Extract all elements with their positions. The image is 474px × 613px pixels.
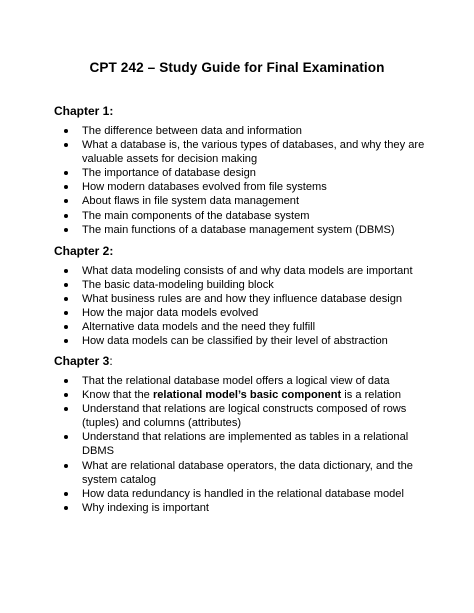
bullet-icon — [64, 269, 68, 273]
list-item: The importance of database design — [54, 166, 434, 180]
chapter-3-heading: Chapter 3: — [54, 354, 113, 368]
bullet-icon — [64, 492, 68, 496]
list-item: How data redundancy is handled in the relational database model — [54, 487, 434, 501]
bullet-icon — [64, 228, 68, 232]
chapter-2-heading: Chapter 2: — [54, 244, 114, 258]
bullet-icon — [64, 171, 68, 175]
bullet-icon — [64, 506, 68, 510]
list-item: What are relational database operators, the data dictionary, and the system catalog — [54, 459, 434, 487]
list-item: How data models can be classified by their level of abstraction — [54, 334, 434, 348]
bullet-icon — [64, 435, 68, 439]
list-item: How modern databases evolved from file systems — [54, 180, 434, 194]
bullet-icon — [64, 297, 68, 301]
bullet-icon — [64, 339, 68, 343]
list-item: What a database is, the various types of databases, and why they are valuable assets for decision making — [54, 138, 434, 166]
chapter-1-heading: Chapter 1: — [54, 104, 114, 118]
bullet-icon — [64, 464, 68, 468]
chapter-2-list — [54, 264, 434, 349]
chapter-1-list — [54, 124, 434, 237]
bullet-icon — [64, 325, 68, 329]
bullet-icon — [64, 214, 68, 218]
list-item: Alternative data models and the need they fulfill — [54, 320, 434, 334]
bullet-icon — [64, 393, 68, 397]
list-item: About flaws in file system data management — [54, 194, 434, 208]
bullet-icon — [64, 379, 68, 383]
bullet-icon — [64, 129, 68, 133]
document-title: CPT 242 – Study Guide for Final Examination — [89, 60, 385, 75]
list-item: Know that the relational model’s basic component is a relation — [54, 388, 434, 402]
bullet-icon — [64, 199, 68, 203]
list-item: Why indexing is important — [54, 501, 434, 515]
list-item: The basic data-modeling building block — [54, 278, 434, 292]
list-item: The main functions of a database management system (DBMS) — [54, 223, 434, 237]
list-item: The difference between data and information — [54, 124, 434, 138]
bullet-icon — [64, 283, 68, 287]
list-item: What business rules are and how they influence database design — [54, 292, 434, 306]
chapter-3-list — [54, 374, 434, 515]
list-item: What data modeling consists of and why data models are important — [54, 264, 434, 278]
list-item: That the relational database model offers a logical view of data — [54, 374, 434, 388]
list-item: Understand that relations are logical constructs composed of rows (tuples) and columns (attributes) — [54, 402, 434, 430]
list-item: How the major data models evolved — [54, 306, 434, 320]
list-item: Understand that relations are implemented as tables in a relational DBMS — [54, 430, 434, 458]
bullet-icon — [64, 407, 68, 411]
list-item: The main components of the database system — [54, 209, 434, 223]
bullet-icon — [64, 143, 68, 147]
bullet-icon — [64, 185, 68, 189]
bullet-icon — [64, 311, 68, 315]
